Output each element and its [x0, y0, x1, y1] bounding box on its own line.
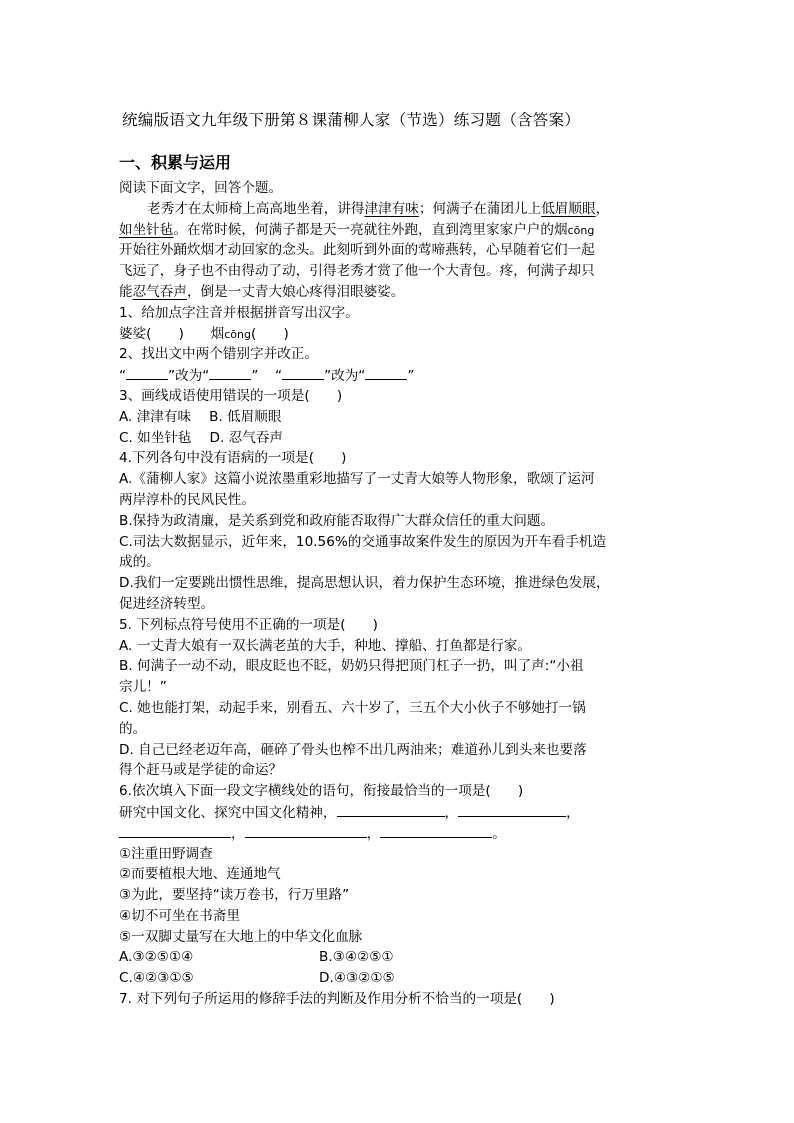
- section-heading: 一、积累与运用: [119, 153, 232, 172]
- passage-line-4: 飞远了，身子也不由得动了动，引得老秀才赏了他一个大青包。疼，何满子却只: [119, 263, 595, 280]
- q6-item: ②而要植根大地、连通地气: [119, 866, 281, 883]
- q4-option-d[interactable]: D.我们一定要跳出惯性思维，提高思想认识，着力保护生态环境，推进绿色发展，: [119, 575, 610, 592]
- answer-blank[interactable]: [245, 823, 367, 838]
- q6-item: ③为此，要坚持“读万卷书，行万里路”: [119, 887, 350, 904]
- q5-option-d[interactable]: D. 自己已经老迈年高，砸碎了骨头也榨不出几两油来；难道孙儿到头来也要落: [119, 741, 587, 758]
- intro-line: 阅读下面文字，回答个题。: [119, 180, 283, 196]
- q6-options-cd: [119, 968, 679, 989]
- q4-option-b[interactable]: B.保持为政清廉，是关系到党和政府能否取得广大群众信任的重大问题。: [119, 512, 555, 529]
- q4-option-a[interactable]: A.《蒲柳人家》这篇小说浓墨重彩地描写了一丈青大娘等人物形象，歌颂了运河: [119, 471, 595, 488]
- answer-blank[interactable]: [365, 365, 407, 380]
- q5-option-c[interactable]: C. 她也能打架，动起手来，别看五、六十岁了，三五个大小伙子不够她打一锅: [119, 699, 586, 716]
- answer-blank[interactable]: [380, 823, 492, 838]
- q6-item: ④切不可坐在书斋里: [119, 907, 240, 924]
- passage-line-2: 如坐针毡。在常时候，何满子都是天一亮就往外跑，直到湾里家家户户的烟cōng: [119, 221, 595, 238]
- q4-stem: 4.下列各句中没有语病的一项是( ): [119, 450, 347, 467]
- q4-option-c[interactable]: C.司法大数据显示，近年来，10.56%的交通事故案件发生的原因为开车看手机造: [119, 533, 607, 550]
- answer-blank[interactable]: [126, 365, 168, 380]
- q6-options-ab: [119, 947, 679, 968]
- option-c[interactable]: C. 如坐针毡: [119, 429, 192, 446]
- q2-stem: 2、找出文中两个错别字并改正。: [119, 346, 318, 363]
- option-a[interactable]: A.③②⑤①④: [119, 949, 194, 966]
- option-c[interactable]: C.④②③①⑤: [119, 970, 194, 987]
- document-title: 统编版语文九年级下册第８课蒲柳人家（节选）练习题（含答案）: [122, 111, 581, 129]
- passage-line-1: 老秀才在太师椅上高高地坐着，讲得津津有味；何满子在蒲团儿上低眉顺眼，: [147, 200, 610, 217]
- q6-stem: 6.依次填入下面一段文字横线处的语句，衔接最恰当的一项是( ): [119, 783, 524, 800]
- option-d[interactable]: D. 忍气吞声: [209, 429, 283, 446]
- underlined-idiom: 低眉顺眼: [541, 200, 596, 217]
- q1-stem: 1、给加点字注音并根据拼音写出汉字。: [119, 304, 359, 321]
- q5-stem: 5. 下列标点符号使用不正确的一项是( ): [119, 616, 378, 633]
- q6-fill-line-2: ， ， 。: [119, 823, 679, 844]
- answer-blank[interactable]: [337, 802, 445, 817]
- q1-items: 婆娑( ) 烟cōng( ): [119, 325, 289, 342]
- q7-stem: 7. 对下列句子所运用的修辞手法的判断及作用分析不恰当的一项是( ): [119, 991, 555, 1008]
- underlined-idiom: 津津有味: [364, 200, 419, 217]
- pinyin-annotation: cōng: [567, 223, 595, 237]
- q5-option-b[interactable]: B. 何满子一动不动，眼皮眨也不眨，奶奶只得把顶门杠子一扔，叫了声:“小祖: [119, 658, 584, 675]
- option-b[interactable]: B. 低眉顺眼: [209, 408, 282, 425]
- q6-item: ①注重田野调查: [119, 845, 213, 862]
- q3-options-cd: [119, 428, 679, 449]
- option-b[interactable]: B.③④②⑤①: [319, 949, 394, 966]
- q4-option-c-cont: 成的。: [119, 554, 160, 571]
- q5-option-c-cont: 的。: [119, 720, 147, 737]
- answer-blank[interactable]: [119, 823, 231, 838]
- option-d[interactable]: D.④③②①⑤: [319, 970, 395, 987]
- q3-options-ab: [119, 407, 679, 428]
- underlined-idiom: 如坐针毡: [119, 221, 174, 238]
- answer-blank[interactable]: [209, 365, 251, 380]
- option-a[interactable]: A. 津津有味: [119, 408, 192, 425]
- q6-fill-line-1: 研究中国文化、探究中国文化精神， ， ，: [119, 802, 679, 823]
- answer-blank[interactable]: [282, 365, 324, 380]
- q6-item: ⑤一双脚丈量写在大地上的中华文化血脉: [119, 928, 363, 945]
- underlined-idiom: 忍气吞声: [132, 283, 187, 300]
- q5-option-a[interactable]: A. 一丈青大娘有一双长满老茧的大手，种地、撑船、打鱼都是行家。: [119, 637, 531, 654]
- document-body: [119, 178, 679, 1010]
- q5-option-d-cont: 得个赶马或是学徒的命运？: [119, 762, 283, 779]
- passage-line-3: 开始往外踊炊烟才动回家的念头。此刻听到外面的莺啼燕转，心早随着它们一起: [119, 242, 595, 259]
- answer-blank[interactable]: [458, 802, 566, 817]
- q3-stem: 3、画线成语使用错误的一项是( ): [119, 387, 343, 404]
- q2-blanks: “ ”改为“ ” “ ”改为“ ”: [119, 365, 679, 386]
- passage-line-5: 能忍气吞声，倒是一丈青大娘心疼得泪眼婆娑。: [119, 283, 405, 300]
- q5-option-b-cont: 宗儿！”: [119, 679, 167, 696]
- q4-option-d-cont: 促进经济转型。: [119, 595, 215, 612]
- q4-option-a-cont: 两岸淳朴的民风民性。: [119, 491, 255, 508]
